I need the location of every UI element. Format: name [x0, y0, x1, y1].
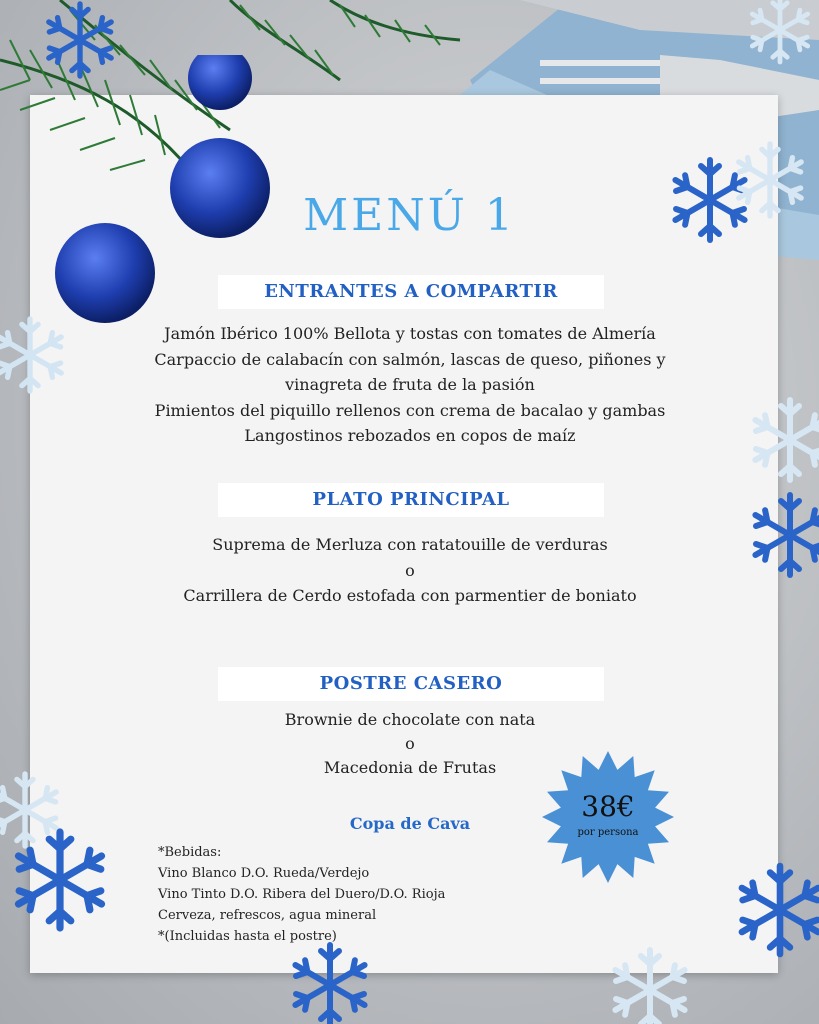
menu-item: Pimientos del piquillo rellenos con crema de bacalao y gambas [154, 400, 666, 420]
price-unit: por persona [577, 827, 639, 838]
price-badge [541, 750, 675, 884]
menu-item: Langostinos rebozados en copos de maíz [244, 426, 576, 445]
drinks-list [158, 842, 445, 947]
menu-item: o [405, 560, 415, 580]
section-heading-postre: POSTRE CASERO [218, 667, 604, 701]
section-heading-entrantes: ENTRANTES A COMPARTIR [218, 275, 604, 309]
menu-item: Suprema de Merluza con ratatouille de verduras [212, 535, 608, 554]
menu-item: Carrillera de Cerdo estofada con parmentier de boniato [183, 586, 637, 605]
section-items-entrantes [60, 321, 760, 449]
drinks-line: Vino Tinto D.O. Ribera del Duero/D.O. Rioja [158, 887, 446, 902]
cava-label: Copa de Cava [349, 814, 471, 833]
drinks-line: Vino Blanco D.O. Rueda/Verdejo [158, 866, 370, 881]
menu-item: vinagreta de fruta de la pasión [285, 375, 535, 394]
menu-item: Carpaccio de calabacín con salmón, lascas de queso, piñones y [154, 349, 666, 369]
menu-item: Macedonia de Frutas [323, 758, 497, 777]
price-amount: 38€ [581, 790, 635, 823]
menu-item: Jamón Ibérico 100% Bellota y tostas con tomates de Almería [164, 324, 656, 343]
menu-title: MENÚ 1 [303, 190, 516, 241]
menu-item: Brownie de chocolate con nata [284, 710, 536, 729]
drinks-line: *(Incluidas hasta el postre) [158, 929, 337, 944]
section-items-plato-principal [60, 532, 760, 609]
drinks-line: *Bebidas: [158, 845, 222, 860]
menu-item: o [405, 734, 415, 753]
drinks-line: Cerveza, refrescos, agua mineral [158, 908, 377, 923]
section-heading-plato-principal: PLATO PRINCIPAL [218, 483, 604, 517]
